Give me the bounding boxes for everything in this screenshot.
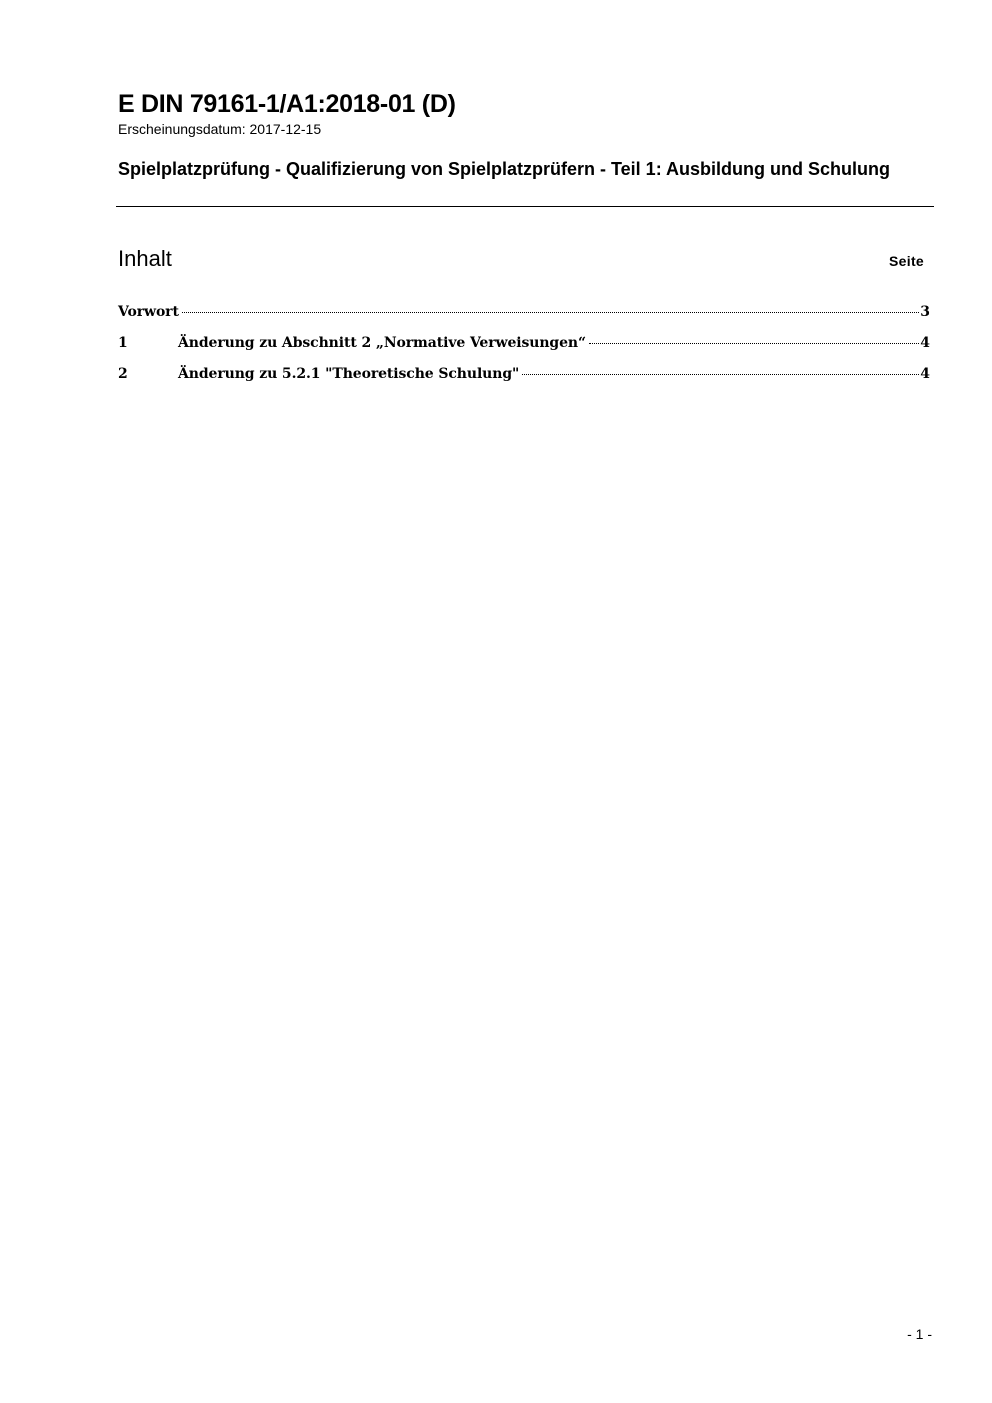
toc-entry-section-1[interactable] — [118, 333, 930, 364]
toc-entry-page: 3 — [920, 304, 930, 320]
toc-dot-leader — [182, 308, 919, 313]
toc-dot-leader — [522, 370, 919, 375]
page-number: - 1 - — [907, 1326, 932, 1342]
toc-entry-page: 4 — [920, 335, 930, 351]
toc-entry-title: Änderung zu 5.2.1 "Theoretische Schulung" — [178, 366, 520, 382]
document-id: E DIN 79161-1/A1:2018-01 (D) — [118, 90, 456, 118]
publication-date: Erscheinungsdatum: 2017-12-15 — [118, 121, 322, 137]
toc-page-column-label: Seite — [889, 253, 924, 269]
toc-entry-number: 1 — [118, 335, 128, 351]
toc-entry-section-2[interactable] — [118, 364, 930, 395]
title-divider — [116, 206, 934, 207]
toc-entry-title: Vorwort — [118, 304, 179, 320]
table-of-contents — [118, 302, 930, 395]
toc-entry-title: Änderung zu Abschnitt 2 „Normative Verweisungen“ — [178, 335, 586, 351]
toc-dot-leader — [589, 339, 919, 344]
toc-entry-page: 4 — [920, 366, 930, 382]
toc-entry-number: 2 — [118, 366, 128, 382]
toc-heading: Inhalt — [118, 246, 172, 271]
toc-entry-vorwort[interactable] — [118, 302, 930, 333]
document-title: Spielplatzprüfung - Qualifizierung von Spielplatzprüfern - Teil 1: Ausbildung und Schulung — [118, 159, 890, 179]
